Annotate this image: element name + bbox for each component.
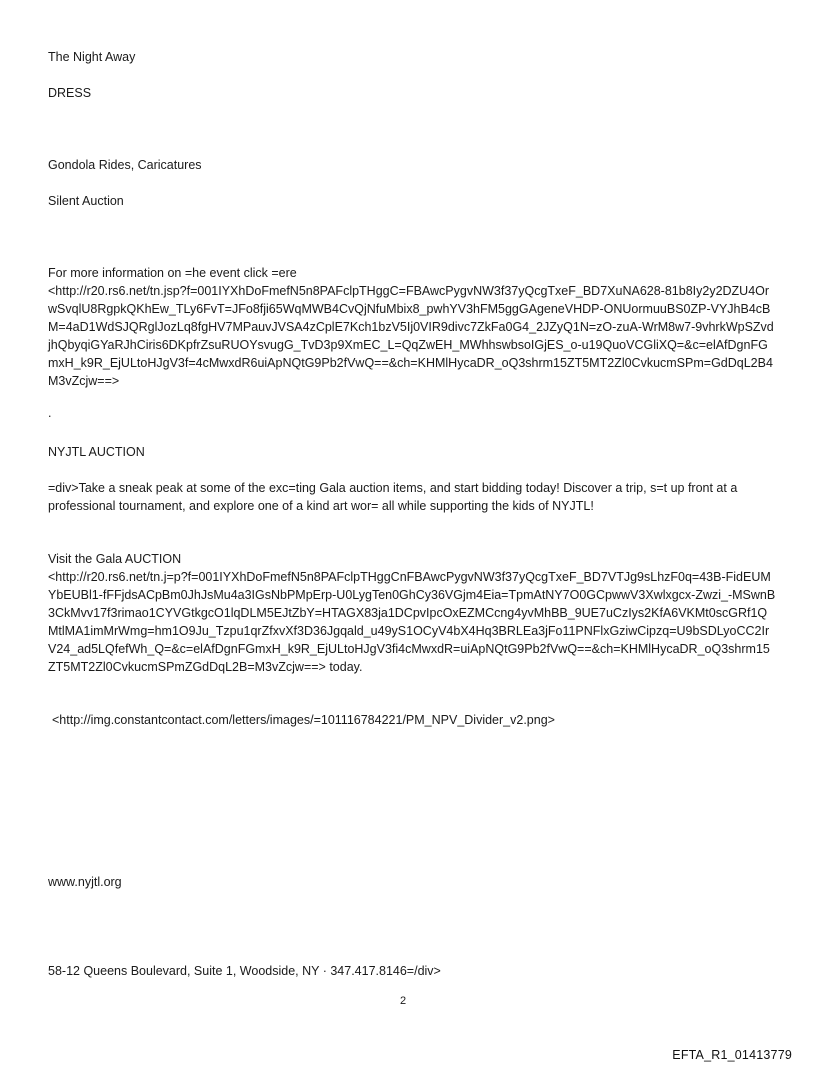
activities-line: Gondola Rides, Caricatures <box>48 158 202 172</box>
more-info-text: For more information on =he event click =ere <box>48 266 297 280</box>
page-number: 2 <box>400 995 407 1007</box>
more-info-link[interactable]: <http://r20.rs6.net/tn.jsp?f=001IYXhDoFmefN5n8PAFclpTHggC=FBAwcPygvNW3f37yQcgTxeF_BD7XuNA628-81b8Iy2y2DZU4OrwSvqlU8RgpkQKhEw_TLy6FvT=JFo8fji65WqMWB4CvQjNfuMbix8_pwhYV3hFM5ggGAgeneVHDP-ONUormuuBS0ZP-VYJhB4cBM=4aD1WdSJQRglJozLq8fgHV7MPauvJVSA4zCplE7Kch1bzV5Ij0VIR9divc7ZkFa0G4_2JZyQ1N=zO-zuA-WrM8w7-9vhrkWpSZvdjhQbyqiGYaRJhCiris6DKpfrZsuRUOYsvugG_TvD3p9XmEC_L=QqZwEH_MWhhswbsoIGjES_o-u19QuoVCGliXQ=&c=elAfDgnFGmxH_k9R_EjULtoHJgV3f=4cMwxdR6uiApNQtG9Pb2fVwQ==&ch=KHMlHycaDR_oQ3shrm15ZT5MT2Zl0CvkucmSPm=GdDqL2B4M3vZcjw==> <box>48 284 774 388</box>
website-link[interactable]: www.nyjtl.org <box>48 875 122 889</box>
footer-address: 58-12 Queens Boulevard, Suite 1, Woodside, NY · 347.417.8146=/div> <box>48 964 441 978</box>
dot-separator: . <box>48 406 52 420</box>
visit-auction-label: Visit the Gala AUCTION <box>48 552 182 566</box>
bates-number: EFTA_R1_01413779 <box>672 1048 792 1062</box>
auction-heading: NYJTL AUCTION <box>48 445 145 459</box>
auction-description: =div>Take a sneak peak at some of the exc=ting Gala auction items, and start bidding today! Discover a trip, s=t up front at a professional tournament, and explore one of a kind art wor= all while supporting the kids of NYJTL! <box>48 481 738 513</box>
visit-auction-link[interactable]: <http://r20.rs6.net/tn.j=p?f=001IYXhDoFmefN5n8PAFclpTHggCnFBAwcPygvNW3f37yQcgTxeF_BD7VTJg9sLhzF0q=43B-FidEUMYbEUBl1-fFFjdsACpBm0JhJsMu4a3IGsNbPMpErp-U0LygTen0GhCy36VGjm4Eia=TpmAtNY7O0GCpwwV3Xwlxgcx-Zwzi_-MSwnB3CkMvv17f3rimao1CYVGtkgcO1lqDLM5EJtZbY=HTAGX83ja1DCpvIpcOxEZMCcng4yvMhBB_9UE7uCzIys2KfA6VKMt0scGRf1QMtlMA1imMrWmg=hm1O9Ju_Tzpu1qrZfxvXf3D36Jgqald_u49yS1OCyV4bX4Hq3BRLEa3jFo11PNFlxGziwCipzq=U9bSDLyoCC2IrV24_ad5LQfefWh_Q=&c=elAfDgnFGmxH_k9R_EjULtoHJgV3fi4cMwxdR=uiApNQtG9Pb2fVwQ==&ch=KHMlHycaDR_oQ3shrm15ZT5MT2Zl0CvkucmSPmZGdDqL2B=M3vZcjw==> today. <box>48 570 776 674</box>
divider-image-ref[interactable]: <http://img.constantcontact.com/letters/images/=101116784221/PM_NPV_Divider_v2.png> <box>52 713 555 727</box>
silent-auction-line: Silent Auction <box>48 194 124 208</box>
dress-line: DRESS <box>48 86 92 100</box>
event-title-line: The Night Away <box>48 50 136 64</box>
